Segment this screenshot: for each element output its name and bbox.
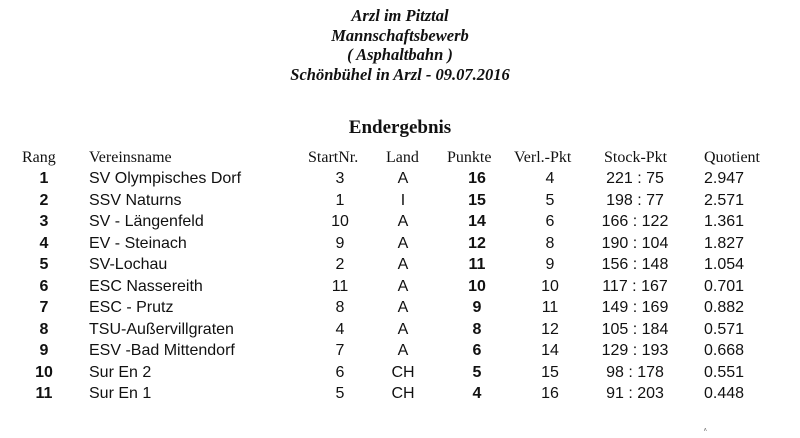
col-quotient-header: Quotient: [704, 149, 760, 166]
team-name-cell: ESV -Bad Mittendorf: [89, 342, 235, 359]
stock-pkt-cell: 149 : 169: [601, 299, 669, 316]
punkte-cell: 14: [468, 213, 486, 230]
startnr-cell: 5: [335, 385, 345, 402]
rang-cell: 8: [39, 320, 49, 338]
rang-cell: 11: [35, 385, 53, 402]
stock-pkt-cell: 129 : 193: [601, 342, 669, 359]
quotient-cell: 0.882: [704, 299, 745, 316]
team-name-cell: SV - Längenfeld: [89, 213, 204, 230]
table-row: [0, 190, 800, 212]
stock-pkt-cell: 166 : 122: [601, 213, 669, 230]
table-row: [0, 233, 800, 255]
col-stock-pkt-header: Stock-Pkt: [604, 149, 668, 166]
team-name-cell: TSU-Außervillgraten: [89, 320, 234, 338]
verl-pkt-cell: 4: [545, 170, 555, 187]
startnr-cell: 11: [331, 277, 349, 295]
team-name-cell: Sur En 1: [89, 385, 152, 402]
startnr-cell: 3: [335, 170, 345, 187]
table-row: [0, 168, 800, 190]
startnr-cell: 9: [335, 234, 345, 252]
verl-pkt-cell: 10: [541, 277, 559, 295]
punkte-cell: 15: [468, 191, 486, 209]
land-cell: A: [397, 342, 409, 359]
col-startnr-header: StartNr.: [308, 149, 359, 166]
stray-mark: ᶺ: [704, 426, 707, 435]
startnr-cell: 6: [335, 363, 345, 381]
punkte-cell: 6: [472, 342, 482, 359]
punkte-cell: 9: [472, 299, 482, 316]
stock-pkt-cell: 91 : 203: [606, 385, 664, 402]
quotient-cell: 0.668: [704, 342, 745, 359]
team-name-cell: ESC Nassereith: [89, 277, 203, 295]
rang-cell: 4: [39, 234, 49, 252]
verl-pkt-cell: 15: [541, 363, 559, 381]
punkte-cell: 8: [472, 320, 482, 338]
rang-cell: 7: [39, 299, 49, 316]
team-name-cell: SV-Lochau: [89, 256, 168, 273]
stock-pkt-cell: 105 : 184: [601, 320, 669, 338]
punkte-cell: 12: [468, 234, 486, 252]
stock-pkt-cell: 190 : 104: [601, 234, 669, 252]
land-cell: A: [397, 213, 409, 230]
punkte-cell: 10: [468, 277, 486, 295]
land-cell: A: [397, 299, 409, 316]
team-name-cell: SSV Naturns: [89, 191, 182, 209]
punkte-cell: 16: [468, 170, 486, 187]
quotient-cell: 2.571: [704, 191, 745, 209]
rang-cell: 5: [39, 256, 49, 273]
team-name-cell: ESC - Prutz: [89, 299, 174, 316]
rang-cell: 9: [39, 342, 49, 359]
verl-pkt-cell: 16: [541, 385, 559, 402]
quotient-cell: 1.361: [704, 213, 745, 230]
punkte-cell: 5: [472, 363, 482, 381]
land-cell: A: [397, 256, 409, 273]
col-punkte-header: Punkte: [447, 149, 492, 166]
rang-cell: 1: [39, 170, 49, 187]
table-row: [0, 383, 800, 405]
startnr-cell: 2: [335, 256, 345, 273]
verl-pkt-cell: 12: [541, 320, 559, 338]
land-cell: A: [397, 277, 409, 295]
land-cell: I: [400, 191, 406, 209]
team-name-cell: Sur En 2: [89, 363, 152, 381]
rang-cell: 6: [39, 277, 49, 295]
startnr-cell: 8: [335, 299, 345, 316]
table-row: [0, 276, 800, 298]
land-cell: A: [397, 234, 409, 252]
verl-pkt-cell: 14: [541, 342, 559, 359]
quotient-cell: 0.448: [704, 385, 745, 402]
rang-cell: 3: [39, 213, 49, 230]
startnr-cell: 10: [331, 213, 349, 230]
quotient-cell: 0.571: [704, 320, 745, 338]
rang-cell: 10: [35, 363, 53, 381]
table-row: [0, 211, 800, 233]
quotient-cell: 0.551: [704, 363, 745, 381]
document-header: [0, 6, 800, 84]
punkte-cell: 11: [468, 256, 486, 273]
col-vereinsname-header: Vereinsname: [89, 149, 172, 166]
land-cell: A: [397, 170, 409, 187]
table-row: [0, 319, 800, 341]
col-rang-header: Rang: [22, 149, 56, 166]
verl-pkt-cell: 9: [545, 256, 555, 273]
stock-pkt-cell: 117 : 167: [602, 277, 668, 295]
land-cell: CH: [391, 363, 415, 381]
header-competition: Mannschaftsbewerb: [331, 25, 469, 45]
results-title: Endergebnis: [348, 117, 452, 138]
header-location: Arzl im Pitztal: [351, 6, 449, 25]
quotient-cell: 2.947: [704, 170, 745, 187]
verl-pkt-cell: 5: [545, 191, 555, 209]
rang-cell: 2: [39, 191, 49, 209]
verl-pkt-cell: 11: [541, 299, 559, 316]
verl-pkt-cell: 6: [545, 213, 555, 230]
stock-pkt-cell: 198 : 77: [606, 191, 664, 209]
land-cell: A: [397, 320, 409, 338]
col-land-header: Land: [386, 149, 419, 166]
team-name-cell: EV - Steinach: [89, 234, 187, 252]
land-cell: CH: [391, 385, 415, 402]
table-row: [0, 362, 800, 384]
verl-pkt-cell: 8: [545, 234, 555, 252]
table-row: [0, 254, 800, 276]
stock-pkt-cell: 98 : 178: [606, 363, 664, 381]
table-row: [0, 297, 800, 319]
header-track-type: ( Asphaltbahn ): [347, 45, 453, 64]
punkte-cell: 4: [472, 385, 482, 402]
startnr-cell: 4: [335, 320, 345, 338]
table-row: [0, 340, 800, 362]
startnr-cell: 7: [335, 342, 345, 359]
quotient-cell: 1.054: [704, 256, 745, 273]
header-venue-date: Schönbühel in Arzl - 09.07.2016: [290, 64, 510, 84]
quotient-cell: 0.701: [704, 277, 745, 295]
col-verl-pkt-header: Verl.-Pkt: [514, 149, 572, 166]
stock-pkt-cell: 156 : 148: [601, 256, 669, 273]
quotient-cell: 1.827: [704, 234, 745, 252]
startnr-cell: 1: [335, 191, 345, 209]
stock-pkt-cell: 221 : 75: [606, 170, 664, 187]
team-name-cell: SV Olympisches Dorf: [89, 170, 242, 187]
